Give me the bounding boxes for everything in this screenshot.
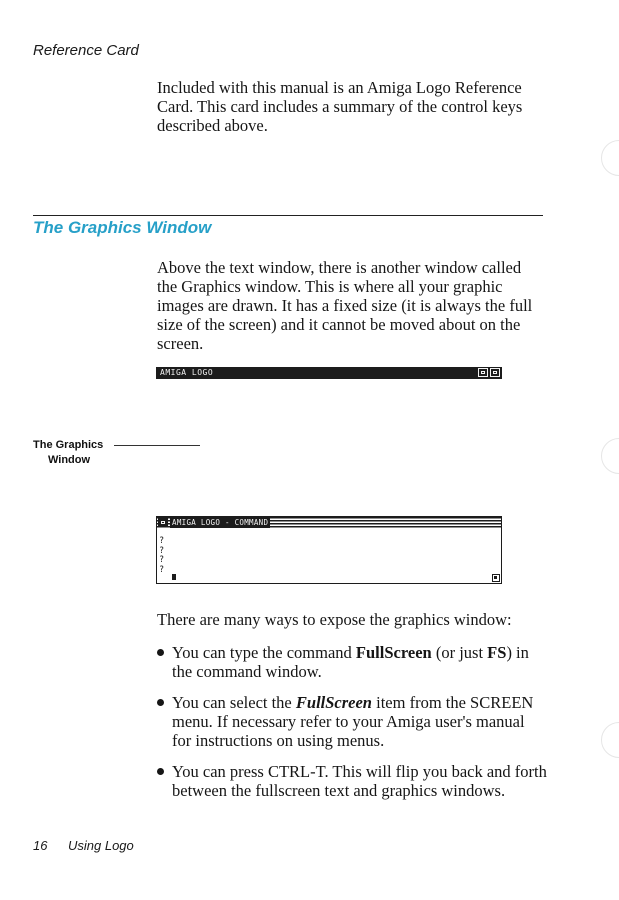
- item-text: You can select the: [172, 693, 296, 712]
- graphics-window-section-title: The Graphics Window: [33, 218, 212, 237]
- command-window: [156, 516, 502, 584]
- item-text: You can type the command: [172, 643, 356, 662]
- prompt-line: ?: [159, 564, 165, 575]
- graphics-window-title-bar: [156, 367, 502, 379]
- command-window-title: AMIGA LOGO - COMMAND: [172, 518, 269, 527]
- list-item: [157, 643, 547, 681]
- prompt-list: [159, 537, 164, 575]
- reference-card-heading: Reference Card: [33, 42, 139, 59]
- command-name: FullScreen: [355, 643, 432, 662]
- item-text: item from the SCREEN menu. If necessary refer to your Amiga user's manual for instructions on using menus.: [172, 693, 534, 750]
- command-window-title-bar: [157, 517, 501, 528]
- punch-hole-mark: [601, 140, 619, 176]
- text-cursor: [172, 574, 176, 580]
- figure-caption: [33, 438, 103, 468]
- page-number: 16: [33, 838, 48, 853]
- close-gadget-icon: [158, 518, 168, 527]
- list-item: [157, 693, 547, 750]
- bullet-icon: [157, 768, 164, 775]
- caption-leader-line: [114, 445, 200, 446]
- menu-item-name: FullScreen: [295, 693, 372, 712]
- expose-methods-list: [157, 643, 547, 812]
- caption-line-2: Window: [48, 454, 91, 466]
- prompt-line: ?: [159, 555, 165, 565]
- section-divider: [33, 215, 543, 216]
- prompt-line: ?: [159, 545, 165, 556]
- depth-back-gadget-icon: [478, 368, 488, 377]
- expose-lead-paragraph: There are many ways to expose the graphics window:: [157, 610, 512, 629]
- graphics-window-intro-paragraph: Above the text window, there is another window called the Graphics window. This is where all your graphic images are drawn. It has a fixed size (it is always the full size of the screen) and it cannot be moved about on the screen.: [157, 258, 533, 353]
- list-item: [157, 762, 547, 800]
- reference-card-paragraph: Included with this manual is an Amiga Logo Reference Card. This card includes a summary of the control keys described above.: [157, 78, 523, 135]
- depth-front-gadget-icon: [490, 368, 500, 377]
- item-text: ) in the command window.: [172, 643, 529, 681]
- chapter-title: Using Logo: [68, 838, 134, 853]
- bullet-icon: [157, 699, 164, 706]
- bullet-icon: [157, 649, 164, 656]
- prompt-line: ?: [159, 536, 165, 546]
- graphics-window-title: AMIGA LOGO: [160, 368, 214, 377]
- command-abbreviation: FS: [487, 643, 507, 662]
- punch-hole-mark: [601, 722, 619, 758]
- punch-hole-mark: [601, 438, 619, 474]
- item-text: (or just: [431, 643, 488, 662]
- item-text: You can press CTRL-T. This will flip you back and forth between the fullscreen text and graphics windows.: [172, 762, 547, 800]
- resize-gadget-icon: [492, 574, 500, 582]
- caption-line-1: The Graphics: [33, 439, 104, 451]
